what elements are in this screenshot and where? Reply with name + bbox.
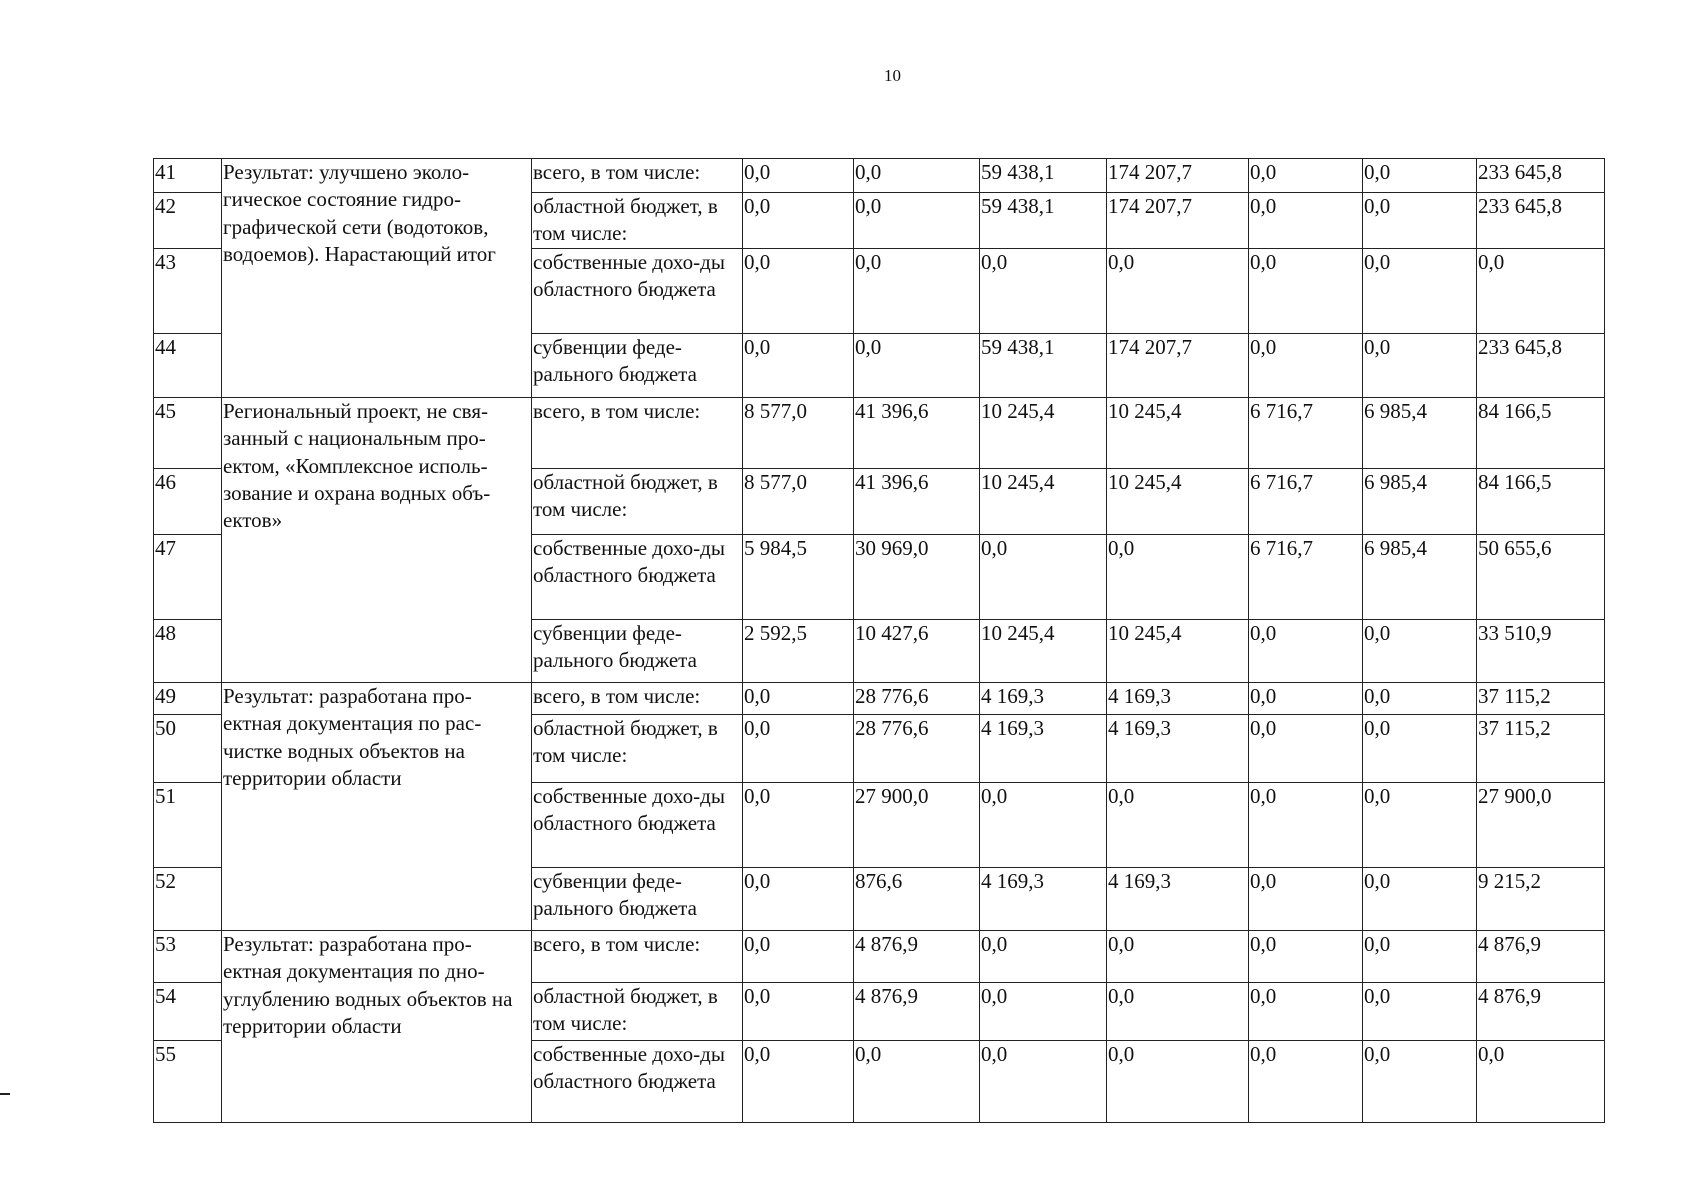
year-value-cell: 59 438,1 <box>980 334 1107 398</box>
row-number-cell: 43 <box>154 249 222 334</box>
year-value-cell: 0,0 <box>980 783 1107 868</box>
year-value-cell: 174 207,7 <box>1107 334 1249 398</box>
year-value-cell: 0,0 <box>1363 1041 1477 1123</box>
year-value-cell: 6 985,4 <box>1363 535 1477 620</box>
table-body <box>154 159 1605 1123</box>
year-value-cell: 0,0 <box>1363 931 1477 983</box>
total-value-cell: 9 215,2 <box>1477 868 1605 931</box>
year-value-cell: 28 776,6 <box>854 715 980 783</box>
year-value-cell: 5 984,5 <box>743 535 854 620</box>
year-value-cell: 0,0 <box>1249 159 1363 193</box>
row-number-cell: 49 <box>154 683 222 715</box>
year-value-cell: 0,0 <box>1363 159 1477 193</box>
row-number-cell: 48 <box>154 620 222 683</box>
total-value-cell: 27 900,0 <box>1477 783 1605 868</box>
year-value-cell: 10 245,4 <box>980 620 1107 683</box>
year-value-cell: 0,0 <box>1249 334 1363 398</box>
year-value-cell: 10 427,6 <box>854 620 980 683</box>
year-value-cell: 0,0 <box>743 683 854 715</box>
funding-source-cell: областной бюджет, в том числе: <box>532 983 743 1041</box>
year-value-cell: 0,0 <box>1249 715 1363 783</box>
total-value-cell: 0,0 <box>1477 1041 1605 1123</box>
year-value-cell: 876,6 <box>854 868 980 931</box>
year-value-cell: 0,0 <box>1107 249 1249 334</box>
year-value-cell: 0,0 <box>1107 783 1249 868</box>
year-value-cell: 6 985,4 <box>1363 469 1477 535</box>
year-value-cell: 4 169,3 <box>1107 715 1249 783</box>
total-value-cell: 4 876,9 <box>1477 931 1605 983</box>
year-value-cell: 0,0 <box>743 983 854 1041</box>
year-value-cell: 0,0 <box>1363 983 1477 1041</box>
year-value-cell: 0,0 <box>1107 931 1249 983</box>
year-value-cell: 0,0 <box>1249 193 1363 249</box>
year-value-cell: 0,0 <box>854 159 980 193</box>
table-row <box>154 931 1605 983</box>
total-value-cell: 84 166,5 <box>1477 398 1605 469</box>
year-value-cell: 4 169,3 <box>980 715 1107 783</box>
table-row <box>154 159 1605 193</box>
total-value-cell: 233 645,8 <box>1477 159 1605 193</box>
year-value-cell: 0,0 <box>1249 983 1363 1041</box>
year-value-cell: 4 169,3 <box>1107 868 1249 931</box>
year-value-cell: 0,0 <box>743 249 854 334</box>
year-value-cell: 0,0 <box>854 249 980 334</box>
year-value-cell: 6 716,7 <box>1249 398 1363 469</box>
year-value-cell: 0,0 <box>1249 783 1363 868</box>
row-number-cell: 47 <box>154 535 222 620</box>
year-value-cell: 0,0 <box>1249 931 1363 983</box>
year-value-cell: 0,0 <box>980 983 1107 1041</box>
year-value-cell: 0,0 <box>1363 193 1477 249</box>
year-value-cell: 0,0 <box>1363 683 1477 715</box>
year-value-cell: 0,0 <box>1249 868 1363 931</box>
funding-source-cell: областной бюджет, в том числе: <box>532 715 743 783</box>
year-value-cell: 0,0 <box>854 1041 980 1123</box>
year-value-cell: 6 716,7 <box>1249 469 1363 535</box>
row-number-cell: 54 <box>154 983 222 1041</box>
year-value-cell: 10 245,4 <box>1107 469 1249 535</box>
row-number-cell: 51 <box>154 783 222 868</box>
row-number-cell: 46 <box>154 469 222 535</box>
funding-source-cell: собственные дохо-ды областного бюджета <box>532 1041 743 1123</box>
year-value-cell: 10 245,4 <box>1107 398 1249 469</box>
total-value-cell: 233 645,8 <box>1477 334 1605 398</box>
year-value-cell: 28 776,6 <box>854 683 980 715</box>
funding-source-cell: собственные дохо-ды областного бюджета <box>532 249 743 334</box>
year-value-cell: 0,0 <box>980 535 1107 620</box>
item-name-cell: Региональный проект, не свя-занный с национальным про-ектом, «Комплексное исполь-зование и охрана водных объ-ектов» <box>222 398 532 683</box>
year-value-cell: 0,0 <box>980 1041 1107 1123</box>
year-value-cell: 30 969,0 <box>854 535 980 620</box>
year-value-cell: 41 396,6 <box>854 398 980 469</box>
year-value-cell: 0,0 <box>1249 620 1363 683</box>
year-value-cell: 10 245,4 <box>1107 620 1249 683</box>
year-value-cell: 0,0 <box>854 334 980 398</box>
total-value-cell: 84 166,5 <box>1477 469 1605 535</box>
funding-source-cell: всего, в том числе: <box>532 398 743 469</box>
row-number-cell: 42 <box>154 193 222 249</box>
total-value-cell: 37 115,2 <box>1477 683 1605 715</box>
year-value-cell: 0,0 <box>1107 535 1249 620</box>
year-value-cell: 0,0 <box>854 193 980 249</box>
year-value-cell: 10 245,4 <box>980 469 1107 535</box>
year-value-cell: 4 876,9 <box>854 983 980 1041</box>
year-value-cell: 8 577,0 <box>743 398 854 469</box>
total-value-cell: 50 655,6 <box>1477 535 1605 620</box>
row-number-cell: 45 <box>154 398 222 469</box>
year-value-cell: 0,0 <box>1107 1041 1249 1123</box>
year-value-cell: 0,0 <box>743 1041 854 1123</box>
funding-source-cell: собственные дохо-ды областного бюджета <box>532 535 743 620</box>
year-value-cell: 0,0 <box>743 931 854 983</box>
year-value-cell: 4 169,3 <box>980 683 1107 715</box>
year-value-cell: 6 716,7 <box>1249 535 1363 620</box>
year-value-cell: 4 876,9 <box>854 931 980 983</box>
year-value-cell: 174 207,7 <box>1107 159 1249 193</box>
total-value-cell: 33 510,9 <box>1477 620 1605 683</box>
budget-table <box>153 158 1605 1123</box>
funding-source-cell: всего, в том числе: <box>532 683 743 715</box>
funding-source-cell: субвенции феде-рального бюджета <box>532 620 743 683</box>
item-name-cell: Результат: разработана про-ектная документация по дно-углублению водных объектов на территории области <box>222 931 532 1123</box>
page-edge-mark <box>0 1093 10 1095</box>
year-value-cell: 0,0 <box>743 159 854 193</box>
year-value-cell: 0,0 <box>1249 683 1363 715</box>
year-value-cell: 0,0 <box>980 931 1107 983</box>
year-value-cell: 8 577,0 <box>743 469 854 535</box>
total-value-cell: 0,0 <box>1477 249 1605 334</box>
year-value-cell: 0,0 <box>1363 620 1477 683</box>
row-number-cell: 53 <box>154 931 222 983</box>
year-value-cell: 0,0 <box>1107 983 1249 1041</box>
year-value-cell: 2 592,5 <box>743 620 854 683</box>
year-value-cell: 0,0 <box>1363 783 1477 868</box>
year-value-cell: 41 396,6 <box>854 469 980 535</box>
year-value-cell: 6 985,4 <box>1363 398 1477 469</box>
year-value-cell: 0,0 <box>980 249 1107 334</box>
year-value-cell: 4 169,3 <box>1107 683 1249 715</box>
funding-source-cell: областной бюджет, в том числе: <box>532 193 743 249</box>
funding-source-cell: субвенции феде-рального бюджета <box>532 868 743 931</box>
year-value-cell: 0,0 <box>1363 715 1477 783</box>
total-value-cell: 233 645,8 <box>1477 193 1605 249</box>
table-row <box>154 398 1605 469</box>
year-value-cell: 0,0 <box>1363 868 1477 931</box>
row-number-cell: 41 <box>154 159 222 193</box>
funding-source-cell: областной бюджет, в том числе: <box>532 469 743 535</box>
year-value-cell: 0,0 <box>743 868 854 931</box>
year-value-cell: 4 169,3 <box>980 868 1107 931</box>
total-value-cell: 37 115,2 <box>1477 715 1605 783</box>
year-value-cell: 0,0 <box>1249 1041 1363 1123</box>
funding-source-cell: собственные дохо-ды областного бюджета <box>532 783 743 868</box>
row-number-cell: 44 <box>154 334 222 398</box>
year-value-cell: 0,0 <box>743 715 854 783</box>
funding-source-cell: субвенции феде-рального бюджета <box>532 334 743 398</box>
year-value-cell: 10 245,4 <box>980 398 1107 469</box>
page-number: 10 <box>884 66 901 85</box>
year-value-cell: 0,0 <box>743 334 854 398</box>
year-value-cell: 59 438,1 <box>980 159 1107 193</box>
year-value-cell: 0,0 <box>1249 249 1363 334</box>
year-value-cell: 0,0 <box>1363 249 1477 334</box>
table-row <box>154 683 1605 715</box>
year-value-cell: 27 900,0 <box>854 783 980 868</box>
item-name-cell: Результат: улучшено эколо-гическое состояние гидро-графической сети (водотоков, водоемов). Нарастающий итог <box>222 159 532 398</box>
year-value-cell: 174 207,7 <box>1107 193 1249 249</box>
row-number-cell: 52 <box>154 868 222 931</box>
total-value-cell: 4 876,9 <box>1477 983 1605 1041</box>
year-value-cell: 0,0 <box>1363 334 1477 398</box>
funding-source-cell: всего, в том числе: <box>532 931 743 983</box>
year-value-cell: 59 438,1 <box>980 193 1107 249</box>
row-number-cell: 50 <box>154 715 222 783</box>
year-value-cell: 0,0 <box>743 783 854 868</box>
item-name-cell: Результат: разработана про-ектная документация по рас-чистке водных объектов на территории области <box>222 683 532 931</box>
funding-source-cell: всего, в том числе: <box>532 159 743 193</box>
row-number-cell: 55 <box>154 1041 222 1123</box>
year-value-cell: 0,0 <box>743 193 854 249</box>
